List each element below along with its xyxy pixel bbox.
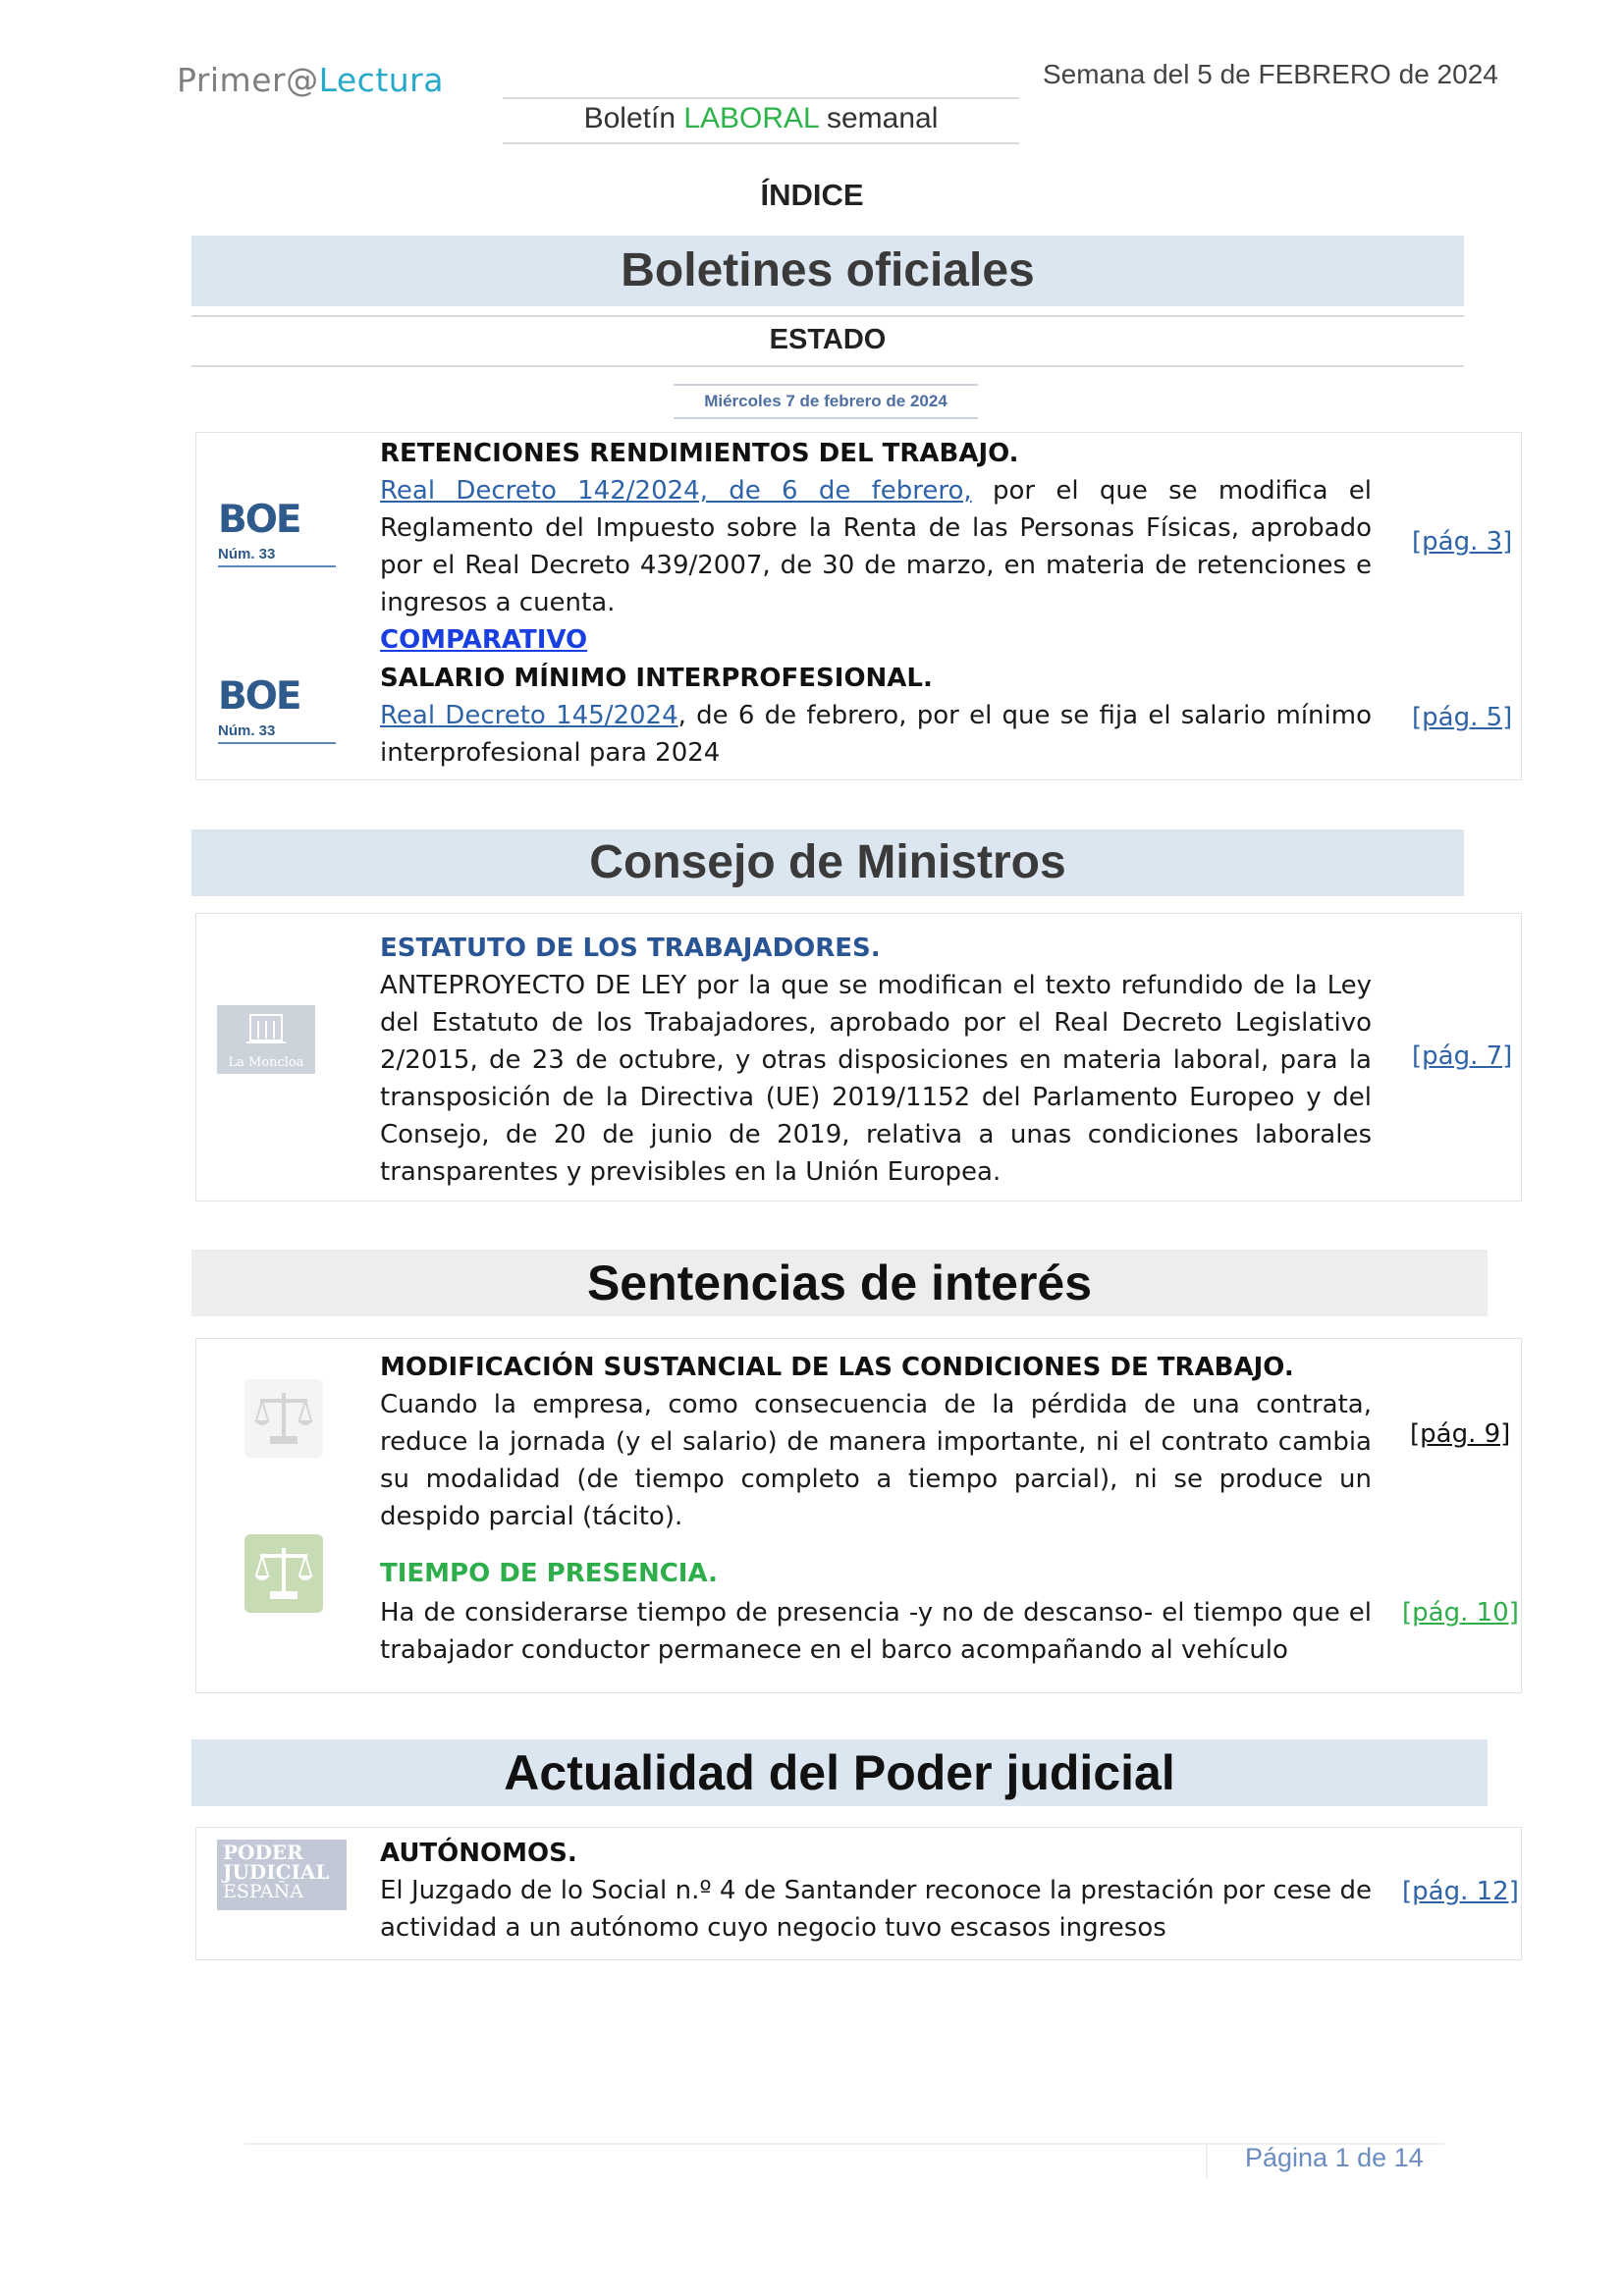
boe-logo-number: Núm. 33: [218, 546, 336, 567]
poder-judicial-logo: [217, 1840, 347, 1910]
header-divider-top: [503, 97, 1019, 99]
section-band-judicial: Actualidad del Poder judicial: [191, 1739, 1488, 1806]
page-link[interactable]: [pág. 9]: [1410, 1419, 1511, 1449]
item-body-salario: [380, 697, 1372, 772]
scales-icon: [244, 1379, 323, 1458]
item-title-retenciones: RETENCIONES RENDIMIENTOS DEL TRABAJO.: [380, 439, 1019, 468]
page-link[interactable]: [pág. 3]: [1412, 527, 1513, 557]
boe-logo-word: BOE: [218, 498, 300, 542]
brand-logo-part2: Lectura: [318, 61, 444, 99]
item-text: , de 6 de febrero, por el que se fija el salario mínimo interprofesional para 2024: [380, 701, 1372, 768]
page-link[interactable]: [pág. 10]: [1402, 1598, 1519, 1628]
brand-logo-part1: Primer@: [177, 61, 319, 99]
page-link[interactable]: [pág. 12]: [1402, 1877, 1519, 1906]
footer-separator: [1206, 2143, 1208, 2178]
item-body-estatuto: ANTEPROYECTO DE LEY por la que se modifican el texto refundido de la Ley del Estatuto de los Trabajadores, aprobado por el Real Decreto Legislativo 2/2015, de 23 de octubre, y otras disposiciones en materia laboral, para la transposición de la Directiva (UE) 2019/1152 del Parlamento Europeo y del Consejo, de 20 de junio de 2019, relativa a unas condiciones laborales transparentes y previsibles en la Unión Europea.: [380, 971, 1372, 1187]
poder-judicial-logo-line3: ESPAÑA: [223, 1881, 303, 1902]
item-title-salario: SALARIO MÍNIMO INTERPROFESIONAL.: [380, 664, 933, 693]
comparativo-link[interactable]: COMPARATIVO: [380, 625, 588, 655]
week-label: Semana del 5 de FEBRERO de 2024: [1043, 59, 1498, 89]
item-title-modificacion: MODIFICACIÓN SUSTANCIAL DE LAS CONDICIONES DE TRABAJO.: [380, 1353, 1294, 1382]
item-title-estatuto: ESTATUTO DE LOS TRABAJADORES.: [380, 934, 881, 963]
index-title: ÍNDICE: [760, 178, 864, 212]
bulletin-title-pre: Boletín: [583, 102, 684, 134]
boe-logo-number: Núm. 33: [218, 722, 336, 744]
boe-logo-word: BOE: [218, 674, 300, 719]
section-subtitle-estado: ESTADO: [769, 324, 887, 355]
section-band-sentencias: Sentencias de interés: [191, 1250, 1488, 1316]
moncloa-logo: [217, 1005, 315, 1074]
brand-logo: [177, 61, 444, 99]
item-body-autonomos: El Juzgado de lo Social n.º 4 de Santander reconoce la prestación por cese de actividad a un autónomo cuyo negocio tuvo escasos ingresos: [380, 1876, 1372, 1943]
page-link[interactable]: [pág. 7]: [1412, 1041, 1513, 1071]
section-band-consejo: Consejo de Ministros: [191, 829, 1464, 896]
band-divider: [191, 315, 1464, 317]
estado-divider: [191, 365, 1464, 367]
item-body-modificacion: Cuando la empresa, como consecuencia de la pérdida de una contrata, reduce la jornada (y el salario) de manera importante, ni el contrato cambia su modalidad (de tiempo completo a tiempo parcial), ni se produce un despido parcial (tácito).: [380, 1390, 1372, 1531]
poder-judicial-logo-line1: PODER: [223, 1841, 303, 1864]
moncloa-logo-label: La Moncloa: [228, 1055, 304, 1070]
section-band-boletines: Boletines oficiales: [191, 236, 1464, 306]
publication-date: Miércoles 7 de febrero de 2024: [674, 384, 978, 419]
item-text: por el que se modifica el Reglamento del Impuesto sobre la Renta de las Personas Físicas, aprobado por el Real Decreto 439/2007, de 30 de marzo, en materia de retenciones e ingresos a cuenta.: [380, 476, 1372, 617]
boe-logo: [218, 674, 336, 752]
decree-link[interactable]: Real Decreto 145/2024: [380, 701, 678, 730]
bulletin-title-accent: LABORAL: [683, 102, 819, 134]
header-divider-bottom: [503, 142, 1019, 144]
scales-icon: [244, 1534, 323, 1613]
item-title-presencia: TIEMPO DE PRESENCIA.: [380, 1559, 718, 1588]
bulletin-title: [503, 102, 1019, 135]
item-body-presencia: Ha de considerarse tiempo de presencia -y no de descanso- el tiempo que el trabajador conductor permanece en el barco acompañando al vehículo: [380, 1598, 1372, 1665]
page-link[interactable]: [pág. 5]: [1412, 703, 1513, 732]
item-body-retenciones: [380, 472, 1372, 621]
building-icon: [217, 1005, 315, 1056]
poder-judicial-logo-line2: JUDICIAL: [223, 1860, 330, 1884]
item-title-autonomos: AUTÓNOMOS.: [380, 1839, 577, 1868]
page-number: Página 1 de 14: [1245, 2143, 1424, 2172]
decree-link[interactable]: Real Decreto 142/2024, de 6 de febrero,: [380, 476, 972, 506]
boe-logo: [218, 498, 336, 575]
bulletin-title-post: semanal: [818, 102, 939, 134]
